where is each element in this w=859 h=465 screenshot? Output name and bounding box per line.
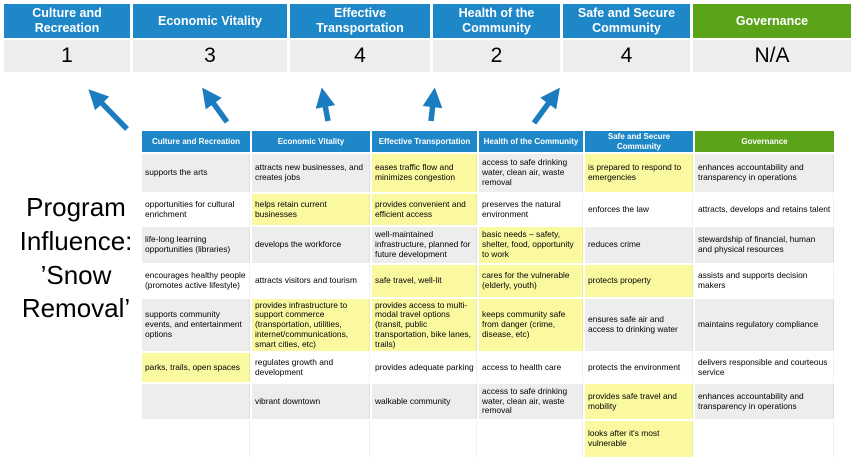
matrix-cell-highlighted: looks after it's most vulnerable	[585, 421, 693, 457]
matrix-cell: supports the arts	[142, 154, 250, 192]
matrix-cell: assists and supports decision makers	[695, 265, 834, 297]
matrix-cell	[252, 421, 370, 457]
matrix-cell: reduces crime	[585, 227, 693, 263]
matrix-cell-highlighted: eases traffic flow and minimizes congestion	[372, 154, 477, 192]
matrix-column-header: Health of the Community	[479, 131, 583, 152]
matrix-cell-highlighted: keeps community safe from danger (crime, disease, etc)	[479, 299, 583, 351]
matrix-cell	[479, 421, 583, 457]
matrix-cell: provides adequate parking	[372, 353, 477, 382]
priority-score: 4	[290, 40, 430, 72]
matrix-column-header: Economic Vitality	[252, 131, 370, 152]
matrix-cell: develops the workforce	[252, 227, 370, 263]
matrix-cell-highlighted: protects property	[585, 265, 693, 297]
priority-header: Culture and Recreation	[4, 4, 130, 38]
matrix-cell-highlighted: parks, trails, open spaces	[142, 353, 250, 382]
matrix-column-header: Safe and Secure Community	[585, 131, 693, 152]
matrix-cell: access to safe drinking water, clean air, waste removal	[479, 384, 583, 419]
matrix-cell: attracts new businesses, and creates jobs	[252, 154, 370, 192]
priority-header: Health of the Community	[433, 4, 560, 38]
matrix-cell: protects the environment	[585, 353, 693, 382]
matrix-cell: stewardship of financial, human and physical resources	[695, 227, 834, 263]
matrix-cell: life-long learning opportunities (libraries)	[142, 227, 250, 263]
matrix-cell: maintains regulatory compliance	[695, 299, 834, 351]
matrix-column-header: Culture and Recreation	[142, 131, 250, 152]
priority-score: 1	[4, 40, 130, 72]
matrix-cell: access to health care	[479, 353, 583, 382]
arrow-up-icon	[534, 93, 556, 123]
matrix-cell-highlighted: provides access to multi-modal travel options (transit, public transportation, bike lanes, trails)	[372, 299, 477, 351]
matrix-cell-highlighted: cares for the vulnerable (elderly, youth)	[479, 265, 583, 297]
priority-header: Economic Vitality	[133, 4, 287, 38]
matrix-column-header: Effective Transportation	[372, 131, 477, 152]
matrix-cell: ensures safe air and access to drinking water	[585, 299, 693, 351]
matrix-cell: attracts, develops and retains talent	[695, 194, 834, 225]
scoreboard	[4, 4, 851, 72]
matrix-cell: enforces the law	[585, 194, 693, 225]
matrix-cell: vibrant downtown	[252, 384, 370, 419]
matrix-cell	[695, 421, 834, 457]
matrix-cell	[142, 421, 250, 457]
priority-score: 3	[133, 40, 287, 72]
priority-score: 2	[433, 40, 560, 72]
priority-column	[4, 4, 130, 72]
matrix-cell-highlighted: is prepared to respond to emergencies	[585, 154, 693, 192]
matrix-cell	[142, 384, 250, 419]
matrix-cell-highlighted: safe travel, well-lit	[372, 265, 477, 297]
matrix-cell-highlighted: provides convenient and efficient access	[372, 194, 477, 225]
priority-column	[433, 4, 560, 72]
priority-column	[563, 4, 690, 72]
matrix-cell: delivers responsible and courteous service	[695, 353, 834, 382]
priority-header: Safe and Secure Community	[563, 4, 690, 38]
priority-column	[133, 4, 287, 72]
matrix-cell: encourages healthy people (promotes active lifestyle)	[142, 265, 250, 297]
arrow-up-icon	[431, 94, 434, 121]
matrix-cell: attracts visitors and tourism	[252, 265, 370, 297]
arrow-up-icon	[93, 94, 127, 129]
matrix-cell-highlighted: provides infrastructure to support commerce (transportation, utilities, internet/communications, smart cities, etc)	[252, 299, 370, 351]
matrix-column-header: Governance	[695, 131, 834, 152]
arrow-up-icon	[323, 94, 328, 121]
matrix-cell-highlighted: helps retain current businesses	[252, 194, 370, 225]
matrix-cell: opportunities for cultural enrichment	[142, 194, 250, 225]
matrix-cell: preserves the natural environment	[479, 194, 583, 225]
matrix-cell: enhances accountability and transparency in operations	[695, 384, 834, 419]
matrix-cell: enhances accountability and transparency in operations	[695, 154, 834, 192]
priority-column	[693, 4, 851, 72]
priority-score: 4	[563, 40, 690, 72]
priority-column	[290, 4, 430, 72]
matrix-cell: access to safe drinking water, clean air, waste removal	[479, 154, 583, 192]
program-label: Program Influence: ’Snow Removal’	[19, 192, 133, 324]
priority-header: Effective Transportation	[290, 4, 430, 38]
arrow-up-icon	[206, 93, 227, 122]
matrix-cell: walkable community	[372, 384, 477, 419]
matrix-cell: well-maintained infrastructure, planned for future development	[372, 227, 477, 263]
matrix-cell: supports community events, and entertainment options	[142, 299, 250, 351]
priority-score: N/A	[693, 40, 851, 72]
matrix-table	[142, 131, 834, 457]
matrix-cell: regulates growth and development	[252, 353, 370, 382]
matrix-cell	[372, 421, 477, 457]
priority-header: Governance	[693, 4, 851, 38]
matrix-cell-highlighted: provides safe travel and mobility	[585, 384, 693, 419]
matrix-cell-highlighted: basic needs – safety, shelter, food, opportunity to work	[479, 227, 583, 263]
